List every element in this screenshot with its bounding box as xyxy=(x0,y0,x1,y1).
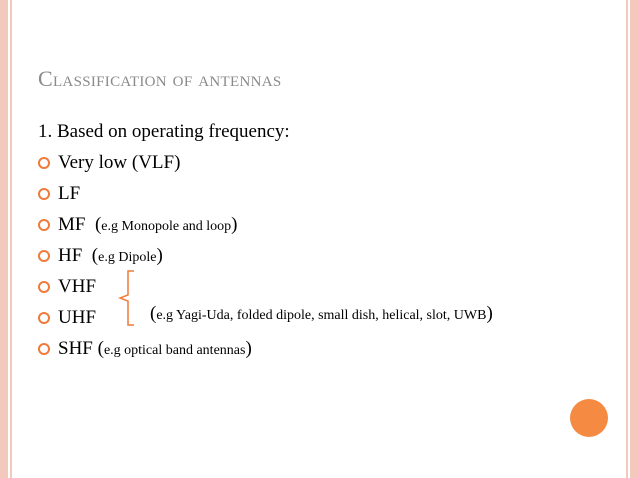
list-item-text: SHF (e.g optical band antennas) xyxy=(58,338,252,359)
list-item xyxy=(38,240,608,271)
list-item-text: MF (e.g Monopole and loop) xyxy=(58,214,238,235)
left-border xyxy=(0,0,8,478)
decorative-circle-icon xyxy=(570,399,608,437)
list-item-text: VHF xyxy=(58,276,97,297)
bullet-ring-icon xyxy=(38,250,50,262)
list-item xyxy=(38,333,608,364)
list-item-text: Very low (VLF) xyxy=(58,152,181,173)
list-item-text: UHF xyxy=(58,307,97,328)
bullet-ring-icon xyxy=(38,343,50,355)
item-note: e.g optical band antennas xyxy=(103,343,246,358)
list-item xyxy=(38,178,608,209)
right-border xyxy=(630,0,638,478)
bullet-ring-icon xyxy=(38,281,50,293)
bullet-ring-icon xyxy=(38,312,50,324)
item-note: e.g Dipole xyxy=(98,250,157,265)
slide-title: Classification of antennas xyxy=(38,66,282,91)
list-item-text: LF xyxy=(58,183,81,204)
list-item xyxy=(38,147,608,178)
intro-text: 1. Based on operating frequency: xyxy=(38,121,290,142)
item-note: e.g Monopole and loop xyxy=(101,219,232,234)
slide-content xyxy=(38,116,608,364)
grouping-bracket-icon xyxy=(118,270,136,326)
left-border-line xyxy=(10,0,12,478)
bullet-ring-icon xyxy=(38,157,50,169)
group-note: (e.g Yagi-Uda, folded dipole, small dish, helical, slot, UWB) xyxy=(150,303,493,324)
bullet-ring-icon xyxy=(38,188,50,200)
bullet-ring-icon xyxy=(38,219,50,231)
list-item xyxy=(38,209,608,240)
right-border-line xyxy=(626,0,628,478)
list-item-text: HF (e.g Dipole) xyxy=(58,245,163,266)
